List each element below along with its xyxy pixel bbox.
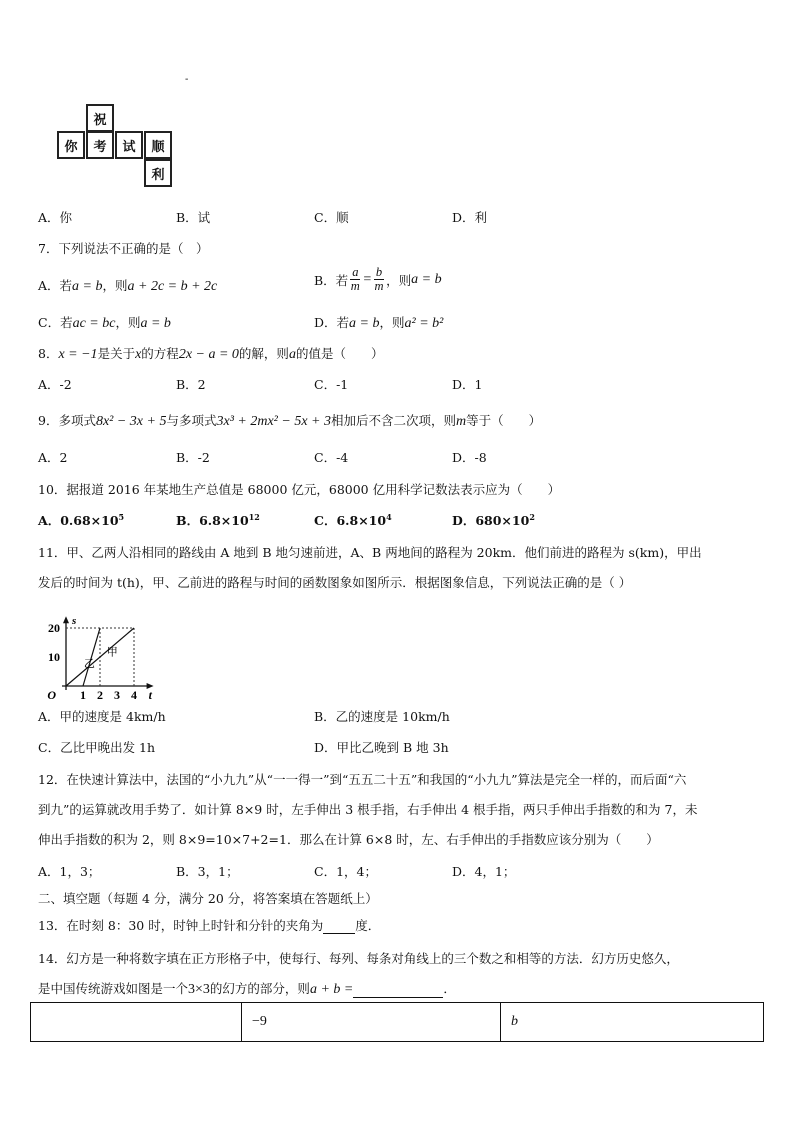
q8-math1: x = −1 bbox=[58, 347, 98, 362]
table-cell bbox=[31, 1003, 242, 1042]
q7-d-math1: a = b bbox=[349, 316, 380, 331]
section-heading: 二、填空题（每题 4 分，满分 20 分，将答案填在答题纸上） bbox=[38, 891, 378, 906]
q14-math2: a + b = bbox=[309, 982, 354, 997]
q8-stem bbox=[38, 344, 383, 363]
series-label-yi: 乙 bbox=[83, 657, 95, 671]
q8-math3: 2x − a = 0 bbox=[178, 347, 239, 362]
q7-a-math1: a = b bbox=[72, 279, 103, 294]
q13-answer-blank[interactable] bbox=[323, 919, 355, 934]
option-a[interactable]: A．-2 bbox=[38, 377, 72, 392]
q13-text2: 度． bbox=[355, 918, 381, 933]
x-tick-label: 4 bbox=[131, 688, 137, 700]
q7-b-math: a = b bbox=[411, 271, 442, 287]
q7-c-mid: ，则 bbox=[115, 315, 141, 330]
q7-b-frac1: $\frac{a}{m}$ bbox=[350, 265, 360, 293]
q9-text1: 与多项式 bbox=[166, 413, 217, 428]
q8-math4: a bbox=[288, 347, 296, 362]
y-axis-arrow bbox=[63, 616, 69, 623]
net-cell-3: 试 bbox=[115, 131, 143, 159]
q12-line1: 12．在快速计算法中，法国的“小九九”从“一一得一”到“五五二十五”和我国的“小九九”算法是完全一样的，而后面“六 bbox=[38, 772, 687, 787]
q14-text3: ． bbox=[443, 981, 456, 996]
option-b[interactable]: B．$6.8\times 10^{12}$ bbox=[176, 511, 260, 528]
option-a[interactable]: A．甲的速度是 4km/h bbox=[38, 709, 166, 724]
q8-math2: x bbox=[135, 347, 142, 362]
q13 bbox=[38, 916, 380, 934]
q7-option-a[interactable] bbox=[38, 276, 217, 295]
x-tick-label: 2 bbox=[97, 688, 103, 700]
q14-math1: 3×3 bbox=[188, 982, 210, 997]
q14-text2: 的幻方的部分，则 bbox=[209, 981, 310, 996]
q14-text1: 是中国传统游戏如图是一个 bbox=[38, 981, 189, 996]
q11-line2: 发后的时间为 t(h)，甲、乙前进的路程与时间的函数图象如图所示．根据图象信息，下列说法正确的是（ ） bbox=[38, 575, 632, 590]
option-d[interactable]: D．-8 bbox=[452, 450, 487, 465]
q7-b-mid: ，则 bbox=[386, 272, 412, 288]
origin-label: O bbox=[47, 688, 56, 700]
net-cell-1: 你 bbox=[57, 131, 85, 159]
q7-d-mid: ，则 bbox=[379, 315, 405, 330]
q8-text2: 的方程 bbox=[141, 346, 179, 361]
option-a[interactable]: A．1，3； bbox=[38, 864, 101, 879]
q12-line2: 到九”的运算就改用手势了．如计算 8×9 时，左手伸出 3 根手指，右手伸出 4 根手指，两只手伸出手指数的和为 7，未 bbox=[38, 802, 698, 817]
q14-line2 bbox=[38, 979, 456, 998]
q9-math1: 8x² − 3x + 5 bbox=[95, 414, 167, 429]
q8-text1: 是关于 bbox=[97, 346, 136, 361]
y-tick-label: 20 bbox=[48, 621, 60, 635]
option-a[interactable]: A．2 bbox=[38, 450, 68, 465]
series-label-jia: 甲 bbox=[106, 645, 118, 659]
q7-c-math2: a = b bbox=[140, 316, 171, 331]
net-cell-2: 考 bbox=[86, 131, 114, 159]
option-a[interactable]: A．$0.68\times 10^5$ bbox=[38, 511, 125, 528]
q7-a-mid: ，则 bbox=[102, 278, 128, 293]
q9-number: 9．多项式 bbox=[38, 413, 96, 428]
q10-stem: 10．据报道 2016 年某地生产总值是 68000 亿元，68000 亿用科学记数法表示应为（ ） bbox=[38, 482, 561, 497]
q8-number: 8． bbox=[38, 346, 59, 361]
option-c[interactable]: C．$6.8\times 10^4$ bbox=[314, 511, 392, 528]
q7-d-prefix: D．若 bbox=[314, 315, 350, 330]
option-b[interactable]: B．3，1； bbox=[176, 864, 239, 879]
option-d[interactable]: D．利 bbox=[452, 210, 488, 225]
net-cell-bottom: 利 bbox=[144, 159, 172, 187]
table-row bbox=[31, 1003, 764, 1042]
option-b[interactable]: B．2 bbox=[176, 377, 206, 392]
q8-text3: 的解，则 bbox=[238, 346, 289, 361]
option-b[interactable]: B．-2 bbox=[176, 450, 210, 465]
option-b[interactable]: B．试 bbox=[176, 210, 211, 225]
option-c[interactable]: C．-4 bbox=[314, 450, 349, 465]
option-c[interactable]: C．-1 bbox=[314, 377, 349, 392]
q7-stem: 7．下列说法不正确的是（ ） bbox=[38, 241, 209, 256]
q7-b-frac2: $\frac{b}{m}$ bbox=[374, 265, 384, 293]
q7-c-prefix: C．若 bbox=[38, 315, 73, 330]
option-d[interactable]: D．4，1； bbox=[452, 864, 516, 879]
x-tick-label: 3 bbox=[114, 688, 120, 700]
option-d[interactable]: D．$680\times 10^2$ bbox=[452, 511, 535, 528]
option-d[interactable]: D．甲比乙晚到 B 地 3h bbox=[314, 740, 449, 755]
q13-text1: 13．在时刻 8：30 时，时钟上时针和分针的夹角为 bbox=[38, 918, 324, 933]
q11-line1: 11．甲、乙两人沿相同的路线由 A 地到 B 地匀速前进，A、B 两地间的路程为 20km．他们前进的路程为 s(km)，甲出 bbox=[38, 545, 702, 560]
net-cell-4: 顺 bbox=[144, 131, 172, 159]
y-tick-label: 10 bbox=[48, 650, 60, 664]
q7-option-b[interactable] bbox=[314, 266, 442, 293]
table-cell: b bbox=[501, 1003, 764, 1042]
q7-c-math1: ac = bc bbox=[72, 316, 116, 331]
stray-dash: - bbox=[185, 74, 189, 85]
q14-answer-blank[interactable] bbox=[353, 983, 443, 998]
q9-text3: 等于（ ） bbox=[466, 413, 542, 428]
option-c[interactable]: C．顺 bbox=[314, 210, 349, 225]
table-cell: −9 bbox=[242, 1003, 501, 1042]
x-tick-label: 1 bbox=[80, 688, 86, 700]
option-c[interactable]: C．1，4； bbox=[314, 864, 377, 879]
q7-b-eq: = bbox=[362, 271, 372, 287]
magic-square-table bbox=[30, 1002, 764, 1042]
q7-d-math2: a² = b² bbox=[404, 316, 444, 331]
q11-graph bbox=[40, 600, 180, 700]
option-c[interactable]: C．乙比甲晚出发 1h bbox=[38, 740, 156, 755]
x-axis-label: t bbox=[148, 688, 152, 700]
q7-option-d[interactable] bbox=[314, 313, 443, 332]
q14-line1: 14．幻方是一种将数字填在正方形格子中，使每行、每列、每条对角线上的三个数之和相等的方法．幻方历史悠久， bbox=[38, 951, 679, 966]
option-d[interactable]: D．1 bbox=[452, 377, 483, 392]
y-axis-label: s bbox=[72, 615, 77, 628]
q8-text4: 的值是（ ） bbox=[295, 346, 384, 361]
q12-line3: 伸出手指数的积为 2，则 8×9=10×7+2=1．那么在计算 6×8 时，左、右手伸出的手指数应该分别为（ ） bbox=[38, 832, 659, 847]
net-cell-top: 祝 bbox=[86, 104, 114, 132]
q7-a-prefix: A．若 bbox=[38, 278, 73, 293]
q9-stem bbox=[38, 411, 541, 430]
option-b[interactable]: B．乙的速度是 10km/h bbox=[314, 709, 450, 724]
q9-math2: 3x³ + 2mx² − 5x + 3 bbox=[216, 414, 331, 429]
q7-a-math2: a + 2c = b + 2c bbox=[127, 279, 218, 294]
q7-b-prefix: B．若 bbox=[314, 272, 349, 288]
q7-option-c[interactable] bbox=[38, 313, 171, 332]
q9-text2: 相加后不含二次项，则 bbox=[331, 413, 457, 428]
q9-math3: m bbox=[456, 414, 467, 429]
option-a[interactable]: A．你 bbox=[38, 210, 73, 225]
